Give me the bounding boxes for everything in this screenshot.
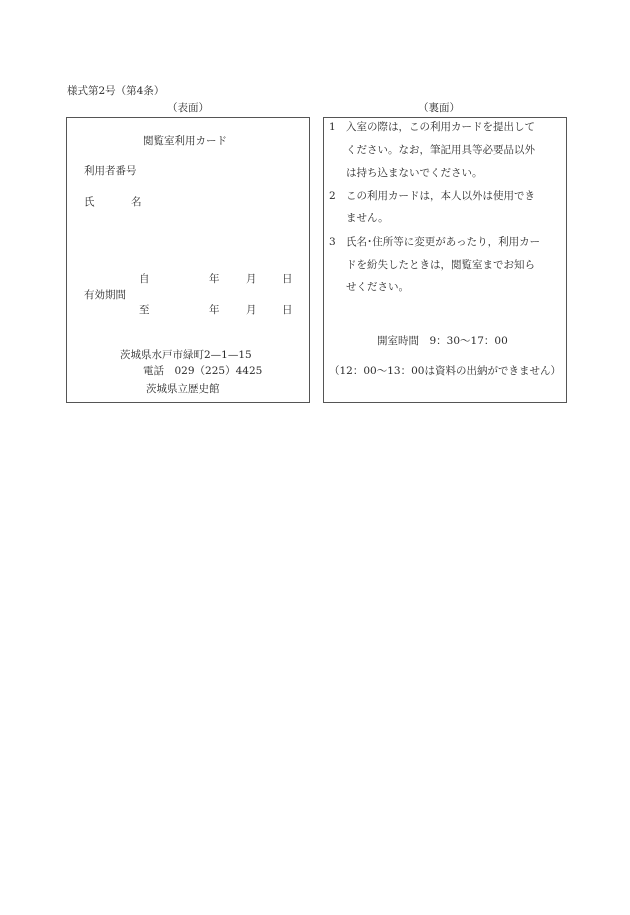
to-label: 至 xyxy=(139,304,150,316)
from-month: 月 xyxy=(246,273,257,285)
front-caption: （表面） xyxy=(167,102,209,114)
from-year: 年 xyxy=(209,273,220,285)
item-line: せください。 xyxy=(346,281,409,293)
item-line: この利用カードは，本人以外は使用でき xyxy=(346,190,535,202)
back-caption: （裏面） xyxy=(418,102,460,114)
from-label: 自 xyxy=(139,273,150,285)
phone: 電話 029（225）4425 xyxy=(143,365,263,377)
card-title: 閲覧室利用カード xyxy=(143,135,227,147)
validity-label: 有効期間 xyxy=(84,289,126,301)
to-day: 日 xyxy=(282,304,293,316)
opening-hours: 開室時間 9：30〜17：00 xyxy=(377,335,508,347)
form-title: 様式第2号（第4条） xyxy=(67,85,165,97)
item-number: 2 xyxy=(329,190,336,202)
name-label-first-char: 氏 xyxy=(84,196,95,208)
item-line: ください。なお，筆記用具等必要品以外 xyxy=(346,144,535,156)
institution-name: 茨城県立歴史館 xyxy=(146,383,220,395)
item-line: 入室の際は，この利用カードを提出して xyxy=(346,121,535,133)
from-day: 日 xyxy=(282,273,293,285)
item-line: 氏名･住所等に変更があったり，利用カー xyxy=(346,236,541,248)
to-year: 年 xyxy=(209,304,220,316)
item-line: ドを紛失したときは，閲覧室までお知ら xyxy=(346,259,535,271)
item-line: は持ち込まないでください。 xyxy=(346,167,483,179)
name-label-second-char: 名 xyxy=(131,196,142,208)
to-month: 月 xyxy=(246,304,257,316)
item-number: 3 xyxy=(329,236,336,248)
user-number-label: 利用者番号 xyxy=(84,165,137,177)
item-line: ません。 xyxy=(346,212,389,224)
address: 茨城県水戸市緑町2—1—15 xyxy=(120,349,252,361)
hours-note: （12：00〜13：00は資料の出納ができません） xyxy=(329,365,561,377)
item-number: 1 xyxy=(329,121,336,133)
